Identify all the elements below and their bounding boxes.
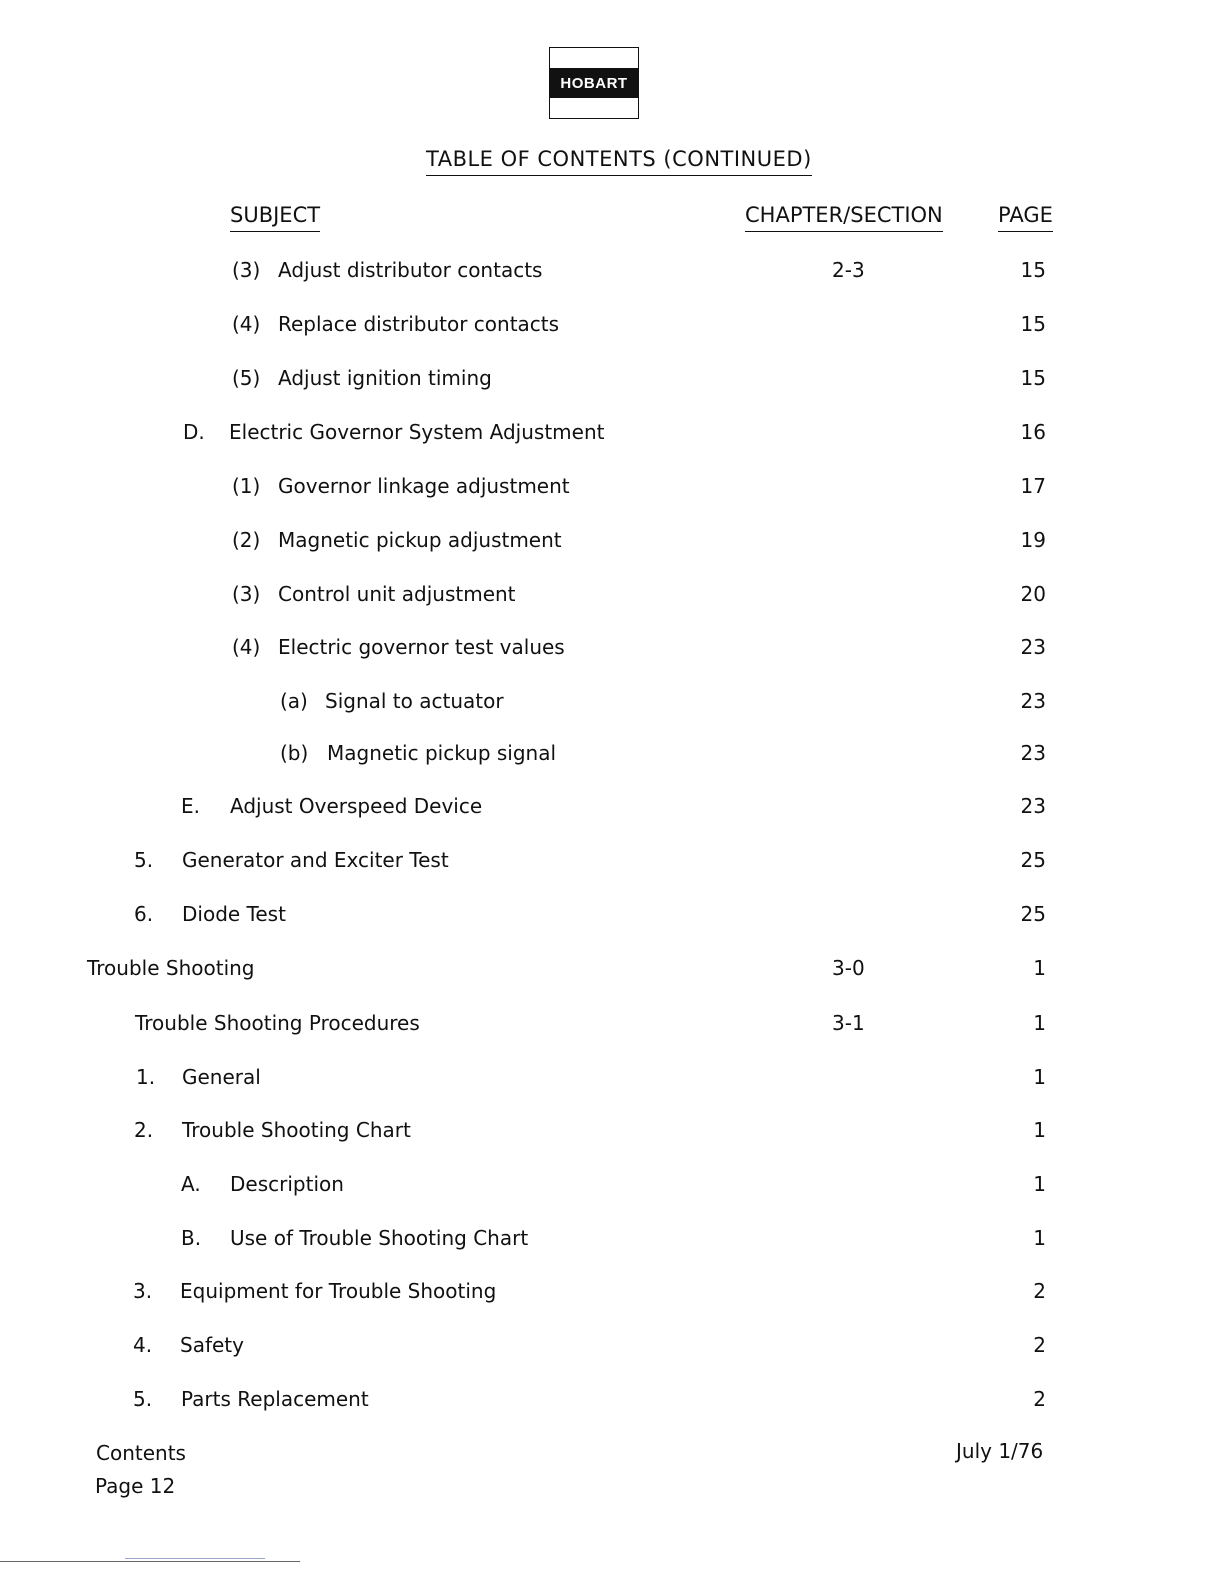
toc-number: 2. xyxy=(134,1118,154,1142)
toc-page: 15 xyxy=(1020,312,1046,336)
toc-page: 23 xyxy=(1020,741,1046,765)
toc-row xyxy=(0,1387,1224,1413)
bottom-rule-accent xyxy=(125,1558,265,1559)
toc-label: Diode Test xyxy=(182,902,286,926)
toc-number: (4) xyxy=(232,635,261,659)
footer-page-number: Page 12 xyxy=(95,1474,176,1498)
toc-label: Parts Replacement xyxy=(181,1387,369,1411)
toc-label: Replace distributor contacts xyxy=(278,312,560,336)
toc-chapter: 3-0 xyxy=(832,956,865,980)
toc-number: D. xyxy=(183,420,205,444)
toc-row xyxy=(0,956,1224,982)
toc-row xyxy=(0,366,1224,392)
page-title: TABLE OF CONTENTS (CONTINUED) xyxy=(426,147,812,176)
toc-page: 1 xyxy=(1033,1172,1046,1196)
subject-header: SUBJECT xyxy=(230,203,320,232)
toc-label: General xyxy=(182,1065,261,1089)
toc-row xyxy=(0,258,1224,284)
toc-number: (4) xyxy=(232,312,261,336)
toc-row xyxy=(0,848,1224,874)
bottom-rule xyxy=(0,1561,300,1562)
toc-number: (3) xyxy=(232,258,261,282)
toc-number: 1. xyxy=(136,1065,156,1089)
toc-row xyxy=(0,312,1224,338)
toc-row xyxy=(0,1011,1224,1037)
toc-label: Adjust ignition timing xyxy=(278,366,492,390)
toc-number: (2) xyxy=(232,528,261,552)
toc-page: 2 xyxy=(1033,1333,1046,1357)
toc-row xyxy=(0,582,1224,608)
toc-chapter: 3-1 xyxy=(832,1011,865,1035)
toc-label: Magnetic pickup adjustment xyxy=(278,528,562,552)
logo-top-box xyxy=(549,47,639,69)
toc-number: (1) xyxy=(232,474,261,498)
toc-page: 23 xyxy=(1020,794,1046,818)
toc-page: 1 xyxy=(1033,1118,1046,1142)
toc-row xyxy=(0,689,1224,715)
toc-row xyxy=(0,420,1224,446)
toc-label: Signal to actuator xyxy=(325,689,504,713)
toc-label: Trouble Shooting xyxy=(87,956,255,980)
toc-row xyxy=(0,635,1224,661)
toc-label: Adjust distributor contacts xyxy=(278,258,543,282)
toc-row xyxy=(0,902,1224,928)
toc-page: 1 xyxy=(1033,1065,1046,1089)
toc-page: 1 xyxy=(1033,956,1046,980)
toc-number: B. xyxy=(181,1226,202,1250)
chapter-section-header: CHAPTER/SECTION xyxy=(745,203,943,232)
toc-label: Electric Governor System Adjustment xyxy=(229,420,605,444)
toc-row xyxy=(0,1279,1224,1305)
toc-row xyxy=(0,741,1224,767)
toc-page: 20 xyxy=(1020,582,1046,606)
toc-label: Generator and Exciter Test xyxy=(182,848,449,872)
toc-number: (b) xyxy=(280,741,309,765)
hobart-logo xyxy=(549,47,639,119)
toc-page: 1 xyxy=(1033,1011,1046,1035)
toc-label: Safety xyxy=(180,1333,244,1357)
toc-page: 2 xyxy=(1033,1387,1046,1411)
page-header: PAGE xyxy=(998,203,1053,232)
toc-number: 4. xyxy=(133,1333,153,1357)
toc-row xyxy=(0,1172,1224,1198)
toc-number: 5. xyxy=(134,848,154,872)
toc-page: 2 xyxy=(1033,1279,1046,1303)
toc-row xyxy=(0,794,1224,820)
footer-section: Contents xyxy=(96,1441,186,1465)
toc-number: (3) xyxy=(232,582,261,606)
toc-row xyxy=(0,1118,1224,1144)
toc-number: 5. xyxy=(133,1387,153,1411)
toc-label: Adjust Overspeed Device xyxy=(230,794,483,818)
toc-page: 15 xyxy=(1020,366,1046,390)
toc-page: 17 xyxy=(1020,474,1046,498)
toc-label: Governor linkage adjustment xyxy=(278,474,570,498)
toc-number: (a) xyxy=(280,689,308,713)
toc-page: 19 xyxy=(1020,528,1046,552)
toc-number: 6. xyxy=(134,902,154,926)
toc-number: 3. xyxy=(133,1279,153,1303)
toc-row xyxy=(0,1226,1224,1252)
toc-number: (5) xyxy=(232,366,261,390)
toc-page: 16 xyxy=(1020,420,1046,444)
toc-label: Use of Trouble Shooting Chart xyxy=(230,1226,529,1250)
toc-label: Magnetic pickup signal xyxy=(327,741,557,765)
toc-page: 23 xyxy=(1020,635,1046,659)
toc-page: 15 xyxy=(1020,258,1046,282)
toc-page: 1 xyxy=(1033,1226,1046,1250)
toc-page: 23 xyxy=(1020,689,1046,713)
toc-number: A. xyxy=(181,1172,201,1196)
footer-date: July 1/76 xyxy=(956,1439,1044,1463)
toc-label: Equipment for Trouble Shooting xyxy=(180,1279,497,1303)
toc-number: E. xyxy=(181,794,200,818)
toc-row xyxy=(0,528,1224,554)
toc-row xyxy=(0,1333,1224,1359)
logo-band: HOBART xyxy=(549,69,639,97)
toc-row xyxy=(0,474,1224,500)
toc-chapter: 2-3 xyxy=(832,258,865,282)
toc-label: Trouble Shooting Procedures xyxy=(135,1011,420,1035)
toc-row xyxy=(0,1065,1224,1091)
toc-page: 25 xyxy=(1020,902,1046,926)
toc-label: Electric governor test values xyxy=(278,635,565,659)
logo-bottom-box xyxy=(549,97,639,119)
toc-label: Description xyxy=(230,1172,344,1196)
toc-label: Trouble Shooting Chart xyxy=(182,1118,411,1142)
toc-page: 25 xyxy=(1020,848,1046,872)
toc-label: Control unit adjustment xyxy=(278,582,516,606)
